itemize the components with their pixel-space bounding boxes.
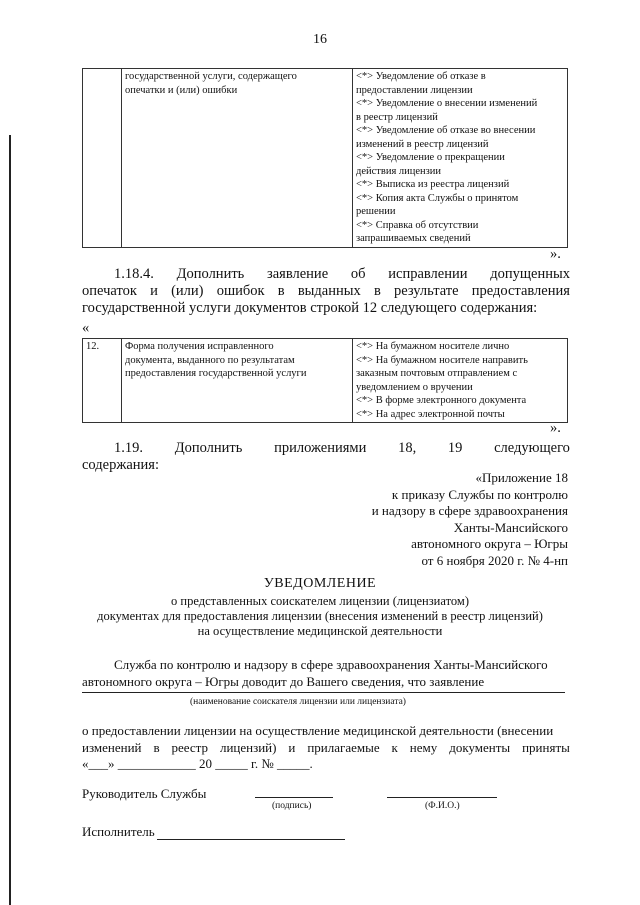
table-cell-description — [122, 339, 353, 423]
executor-line — [157, 839, 345, 840]
word: прилагаемые — [307, 739, 380, 755]
closing-quote: ». — [550, 246, 561, 262]
word: Дополнить — [174, 440, 243, 456]
applicant-hint: (наименование соискателя лицензии или лицензиата) — [190, 697, 406, 707]
word: исправлении — [388, 266, 468, 282]
justified-line — [82, 266, 570, 283]
closing-quote: ». — [550, 420, 561, 436]
table-text-line: <*> Справка об отсутствии — [356, 219, 479, 231]
appendix-line: «Приложение 18 — [475, 470, 568, 485]
appendix-line: Ханты-Мансийского — [453, 519, 568, 535]
word: ошибок — [216, 283, 265, 299]
table-row-12 — [82, 338, 568, 423]
table-text-line: <*> Уведомление об отказе во внесении — [356, 125, 536, 136]
table-text-line: изменений в реестр лицензий — [356, 138, 489, 150]
table-text-line: предоставления государственной услуги — [125, 368, 307, 379]
word: изменений — [82, 739, 142, 755]
word: к — [391, 739, 398, 755]
word: приняты — [522, 739, 570, 755]
table-text-line: документа, выданного по результатам — [125, 354, 295, 366]
table-continuation — [82, 68, 568, 248]
word: реестр — [171, 739, 209, 755]
word: 18, — [398, 440, 417, 456]
word: допущенных — [490, 266, 570, 282]
table-text-line: опечатки и (или) ошибки — [125, 84, 238, 96]
table-text-line: <*> На бумажном носителе лично — [356, 341, 510, 352]
table-text-line: <*> Копия акта Службы о принятом — [356, 192, 519, 204]
paragraph-line: государственной услуги документов строкой 12 следующего содержания: — [82, 300, 538, 316]
signature-line — [255, 797, 333, 798]
head-of-service-label: Руководитель Службы — [82, 786, 207, 801]
table-text-line: <*> Уведомление о прекращении — [356, 152, 505, 163]
table-row — [83, 69, 568, 248]
paragraph-line: содержания: — [82, 457, 160, 473]
table-text-line: Форма получения исправленного — [125, 341, 274, 352]
word: нему — [409, 739, 438, 755]
word: лицензий) — [219, 739, 277, 755]
paragraph-1-18-4 — [82, 266, 570, 317]
notice-subtitle — [60, 594, 580, 639]
table-text-line: решении — [356, 206, 396, 217]
word: Дополнить — [176, 266, 245, 282]
word: в — [373, 283, 381, 299]
full-name-line — [387, 797, 497, 798]
full-name-hint: (Ф.И.О.) — [425, 801, 460, 811]
paragraph-1-19 — [82, 440, 570, 474]
justified-line — [82, 440, 570, 457]
word: результате — [394, 283, 459, 299]
word: 1.19. — [114, 440, 143, 456]
word: приложениями — [274, 440, 367, 456]
table-text-line: запрашиваемых сведений — [356, 233, 471, 244]
word: в — [153, 739, 160, 755]
table-text-line: <*> Выписка из реестра лицензий — [356, 179, 510, 190]
notice-subtitle-line: на осуществление медицинской деятельности — [197, 624, 443, 638]
justified-line — [82, 283, 570, 300]
table-text-line: заказным почтовым отправлением с — [356, 368, 518, 379]
page-number: 16 — [313, 32, 327, 47]
word: документы — [449, 739, 511, 755]
word: заявление — [267, 266, 329, 282]
signature-hint: (подпись) — [272, 801, 312, 811]
table-text-line: государственной услуги, содержащего — [125, 71, 297, 82]
justified-line — [82, 740, 570, 757]
table-cell-number — [83, 69, 122, 248]
paragraph-line: о предоставлении лицензии на осуществление медицинской деятельности (внесении — [82, 723, 554, 738]
table-text-line: <*> В форме электронного документа — [356, 395, 527, 406]
table-text-line: предоставлении лицензии — [356, 84, 473, 96]
word: (или) — [171, 283, 204, 299]
date-number-line: «___» ____________ 20 _____ г. № _____. — [82, 756, 313, 771]
notice-subtitle-line: документах для предоставления лицензии (внесения изменений в реестр лицензий) — [97, 609, 543, 623]
executor-label: Исполнитель — [82, 824, 155, 839]
word: и — [288, 739, 296, 755]
table-text-line: <*> На бумажном носителе направить — [356, 354, 528, 366]
table-cell-options — [353, 339, 568, 423]
table-text-line: уведомлением о вручении — [356, 381, 473, 393]
notice-body-paragraph — [82, 657, 570, 690]
table-text-line: <*> На адрес электронной почты — [356, 408, 505, 420]
table-text-line: <*> Уведомление о внесении изменений — [356, 98, 538, 109]
notice-title: УВЕДОМЛЕНИЕ — [263, 576, 377, 591]
word: следующего — [494, 440, 570, 456]
table-cell-description — [122, 69, 353, 248]
table-text-line: <*> Уведомление об отказе в — [356, 71, 486, 82]
table-cell-options — [353, 69, 568, 248]
word: опечаток — [82, 283, 137, 299]
appendix-line: и надзору в сфере здравоохранения — [371, 503, 568, 518]
word: и — [150, 283, 158, 299]
word: об — [350, 266, 366, 282]
word: 1.18.4. — [114, 266, 154, 282]
table-row — [83, 339, 568, 423]
appendix-line: к приказу Службы по контролю — [391, 486, 568, 502]
word: в — [277, 283, 285, 299]
word: 19 — [447, 440, 463, 456]
appendix-header — [372, 470, 568, 569]
table-cell-number: 12. — [83, 339, 122, 423]
notice-subtitle-line: о представленных соискателем лицензии (лицензиатом) — [171, 594, 469, 608]
word: предоставления — [471, 283, 570, 299]
notice-body-paragraph-2 — [82, 723, 570, 773]
table-text-line: действия лицензии — [356, 165, 442, 177]
table-text-line: в реестр лицензий — [356, 111, 438, 123]
appendix-line: автономного округа – Югры — [411, 536, 568, 551]
scan-edge-line — [9, 135, 11, 905]
paragraph-line: автономного округа – Югры доводит до Вашего сведения, что заявление — [82, 673, 485, 689]
word: выданных — [297, 283, 361, 299]
appendix-line: от 6 ноября 2020 г. № 4-нп — [421, 552, 568, 568]
paragraph-line: Служба по контролю и надзору в сфере здравоохранения Ханты-Мансийского — [114, 657, 548, 672]
opening-quote: « — [82, 320, 90, 336]
applicant-name-line — [82, 692, 565, 693]
